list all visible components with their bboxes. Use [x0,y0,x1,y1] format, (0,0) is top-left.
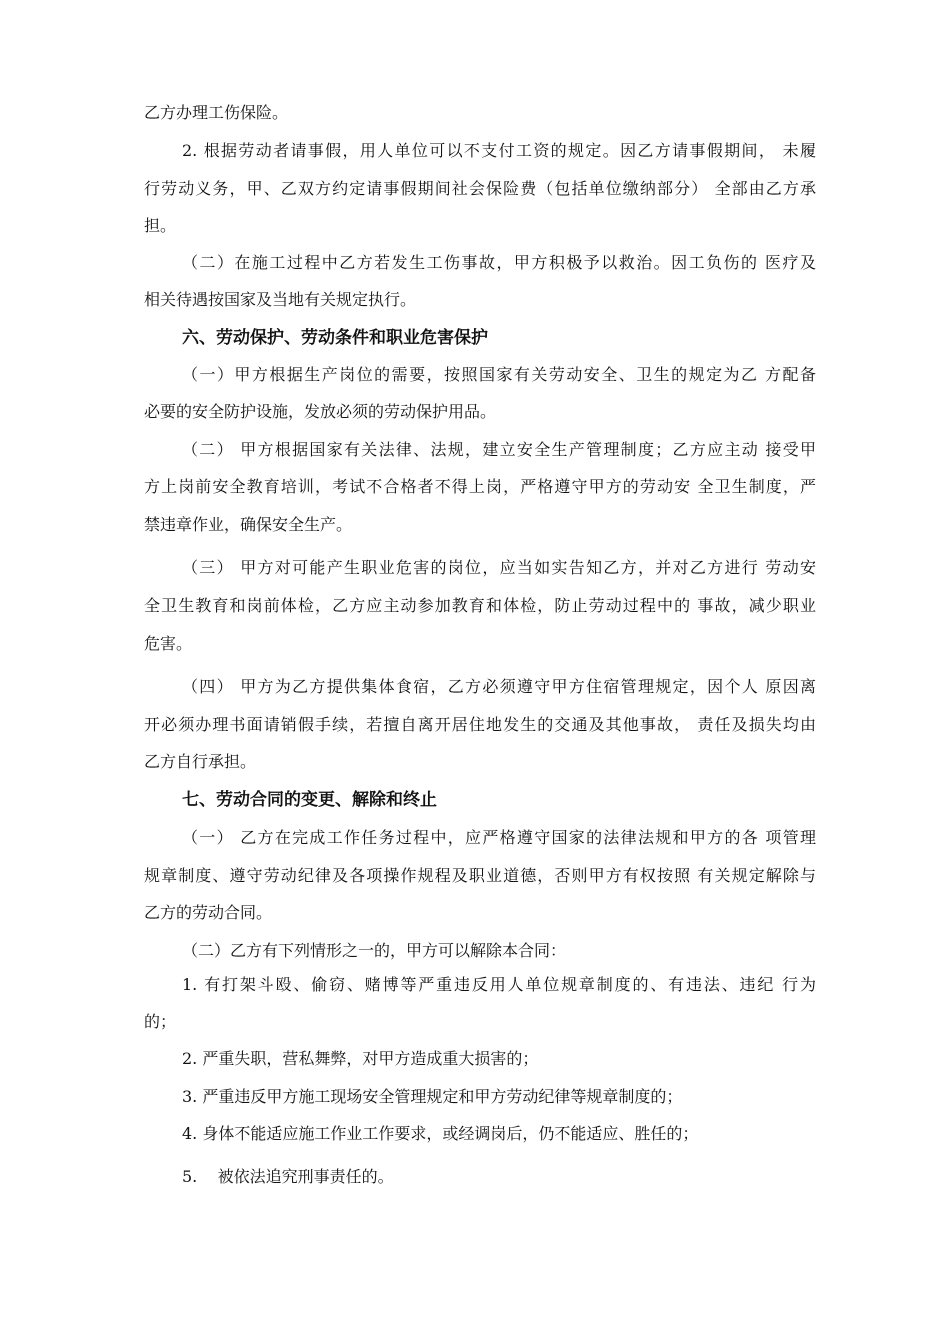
section-heading: 七、劳动合同的变更、解除和终止 [182,790,437,810]
text-line: 担。 [144,216,177,235]
text-line: 行劳动义务，甲、乙双方约定请事假期间社会保险费（包括单位缴纳部分） 全部由乙方承 [144,179,816,198]
text-line: 规章制度、遵守劳动纪律及各项操作规程及职业道德，否则甲方有权按照 有关规定解除与 [144,866,816,885]
text-line: 3. 严重违反甲方施工现场安全管理规定和甲方劳动纪律等规章制度的； [182,1087,683,1106]
text-line: 5. 被依法追究刑事责任的。 [182,1167,394,1186]
text-line: 4. 身体不能适应施工作业工作要求，或经调岗后，仍不能适应、胜任的； [182,1124,699,1143]
text-line: 的； [144,1012,177,1031]
text-line: 开必须办理书面请销假手续，若擅自离开居住地发生的交通及其他事故， 责任及损失均由 [144,715,816,734]
text-line: （一） 乙方在完成工作任务过程中，应严格遵守国家的法律法规和甲方的各 项管理 [182,828,816,847]
text-line: 全卫生教育和岗前体检，乙方应主动参加教育和体检，防止劳动过程中的 事故，减少职业 [144,596,816,615]
text-line: （二）在施工过程中乙方若发生工伤事故，甲方积极予以救治。因工负伤的 医疗及 [182,253,816,272]
text-line: （二）乙方有下列情形之一的，甲方可以解除本合同： [182,941,567,960]
section-heading: 六、劳动保护、劳动条件和职业危害保护 [182,328,488,348]
text-line: 危害。 [144,634,193,653]
text-line: 2. 严重失职，营私舞弊，对甲方造成重大损害的； [182,1049,539,1068]
text-line: 方上岗前安全教育培训，考试不合格者不得上岗，严格遵守甲方的劳动安 全卫生制度，严 [144,477,816,496]
text-line: 禁违章作业，确保安全生产。 [144,515,353,534]
text-line: 相关待遇按国家及当地有关规定执行。 [144,290,417,309]
text-line: 乙方自行承担。 [144,752,257,771]
text-line: （三） 甲方对可能产生职业危害的岗位，应当如实告知乙方，并对乙方进行 劳动安 [182,558,816,577]
text-line: 乙方办理工伤保险。 [144,103,289,122]
text-line: 2. 根据劳动者请事假，用人单位可以不支付工资的规定。因乙方请事假期间， 未履 [182,141,816,160]
text-line: （四） 甲方为乙方提供集体食宿，乙方必须遵守甲方住宿管理规定，因个人 原因离 [182,677,816,696]
text-line: 必要的安全防护设施，发放必须的劳动保护用品。 [144,402,497,421]
text-line: 乙方的劳动合同。 [144,903,273,922]
text-line: （二） 甲方根据国家有关法律、法规，建立安全生产管理制度；乙方应主动 接受甲 [182,440,816,459]
text-line: （一）甲方根据生产岗位的需要，按照国家有关劳动安全、卫生的规定为乙 方配备 [182,365,816,384]
text-line: 1. 有打架斗殴、偷窃、赌博等严重违反用人单位规章制度的、有违法、违纪 行为 [182,975,816,994]
